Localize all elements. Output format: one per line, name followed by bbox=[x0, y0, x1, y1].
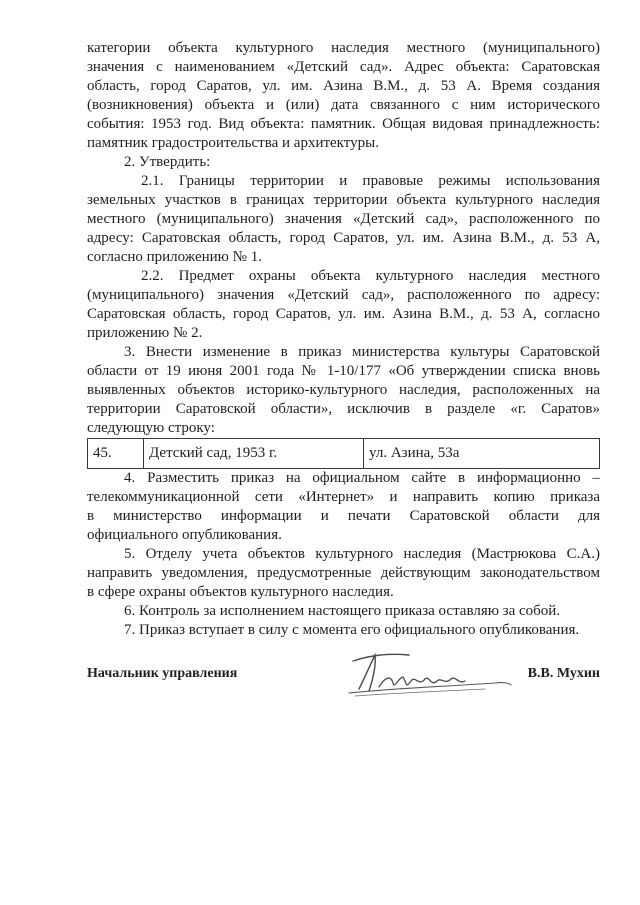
text-line: земельных участков в границах территории объекта культурного наследия bbox=[87, 192, 600, 208]
table-row bbox=[88, 439, 600, 469]
text-line: значения с наименованием «Детский сад». Адрес объекта: Саратовская bbox=[87, 59, 600, 75]
text-line: адресу: Саратовская область, город Саратов, ул. им. Азина В.М., д. 53 А, bbox=[87, 230, 600, 246]
text-line: Саратовская область, город Саратов, ул. им. Азина В.М., д. 53 А, согласно bbox=[87, 306, 600, 322]
table-cell-address: ул. Азина, 53а bbox=[364, 439, 600, 469]
text-line: телекоммуникационной сети «Интернет» и направить копию приказа bbox=[87, 489, 600, 505]
excluded-row-table bbox=[87, 438, 600, 469]
text-line: местного (муниципального) значения «Детский сад», расположенного по bbox=[87, 211, 600, 227]
text-line: 2.1. Границы территории и правовые режимы использования bbox=[141, 173, 600, 189]
text-line: 3. Внести изменение в приказ министерства культуры Саратовской bbox=[124, 344, 600, 360]
paragraph-heading: 2. Утвердить: bbox=[124, 154, 211, 170]
text-line: приложению № 2. bbox=[87, 325, 203, 341]
text-line: 2.2. Предмет охраны объекта культурного наследия местного bbox=[141, 268, 600, 284]
text-line: (возникновения) объекта и (или) дата связанного с ним исторического bbox=[87, 97, 600, 113]
text-line: (муниципального) значения «Детский сад», расположенного по адресу: bbox=[87, 287, 600, 303]
text-line: 4. Разместить приказ на официальном сайте в информационно – bbox=[124, 470, 600, 486]
signature-block bbox=[87, 663, 600, 703]
text-line: территории Саратовской области», исключив в разделе «г. Саратов» bbox=[87, 401, 600, 417]
text-line: область, город Саратов, ул. им. Азина В.М., д. 53 А. Время создания bbox=[87, 78, 600, 94]
handwritten-signature bbox=[345, 649, 515, 701]
text-line: выявленных объектов историко-культурного наследия, расположенных на bbox=[87, 382, 600, 398]
text-line: события: 1953 год. Вид объекта: памятник. Общая видовая принадлежность: bbox=[87, 116, 600, 132]
text-line: в сфере охраны объектов культурного наследия. bbox=[87, 584, 394, 600]
text-line: официального опубликования. bbox=[87, 527, 282, 543]
text-line: следующую строку: bbox=[87, 420, 215, 436]
signer-name: В.В. Мухин bbox=[527, 666, 600, 681]
text-line: направить уведомления, предусмотренные действующим законодательством bbox=[87, 565, 600, 581]
text-line: в министерство информации и печати Саратовской области для bbox=[87, 508, 600, 524]
text-line: памятник градостроительства и архитектуры. bbox=[87, 135, 379, 151]
text-line: категории объекта культурного наследия местного (муниципального) bbox=[87, 40, 600, 56]
text-line: согласно приложению № 1. bbox=[87, 249, 262, 265]
signer-position: Начальник управления bbox=[87, 666, 238, 681]
table-cell-name: Детский сад, 1953 г. bbox=[144, 439, 364, 469]
text-line: области от 19 июня 2001 года № 1-10/177 «Об утверждении списка вновь bbox=[87, 363, 600, 379]
text-line: 5. Отделу учета объектов культурного наследия (Мастрюкова С.А.) bbox=[124, 546, 600, 562]
text-line: 7. Приказ вступает в силу с момента его официального опубликования. bbox=[124, 622, 580, 638]
text-line: 6. Контроль за исполнением настоящего приказа оставляю за собой. bbox=[124, 603, 561, 619]
table-cell-number: 45. bbox=[88, 439, 144, 469]
